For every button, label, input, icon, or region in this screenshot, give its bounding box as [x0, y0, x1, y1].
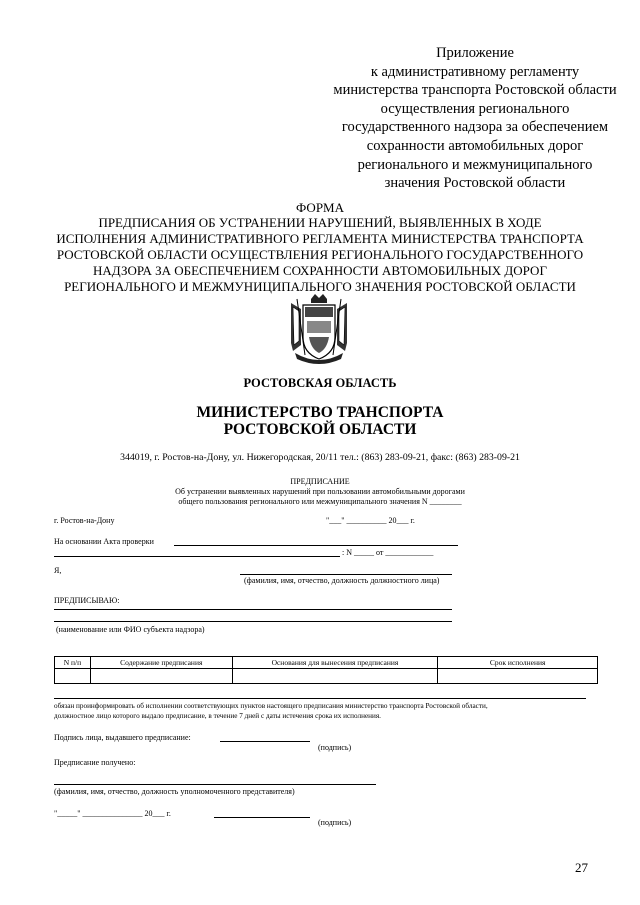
- date-field[interactable]: "___" __________ 20___ г.: [326, 516, 415, 525]
- table-row[interactable]: [55, 669, 598, 684]
- subject-hint: (наименование или ФИО субъекта надзора): [56, 625, 205, 634]
- issuer-signature-line[interactable]: [220, 741, 310, 742]
- prescription-heading: [150, 477, 490, 507]
- form-caption-line: РЕГИОНАЛЬНОГО И МЕЖМУНИЦИПАЛЬНОГО ЗНАЧЕНИЯ РОСТОВСКОЙ ОБЛАСТИ: [64, 279, 576, 294]
- prescription-title: ПРЕДПИСАНИЕ: [290, 477, 350, 486]
- city-label: г. Ростов-на-Дону: [54, 516, 115, 525]
- appendix-line: Приложение: [436, 45, 514, 61]
- prescription-subtitle: Об устранении выявленных нарушений при пользовании автомобильными дорогами: [175, 487, 465, 496]
- page-number: 27: [575, 860, 588, 875]
- prescription-subtitle: общего пользования регионального или межмуниципального значения N ________: [178, 497, 462, 506]
- subject-input-line-2[interactable]: [54, 621, 452, 622]
- table-cell[interactable]: [90, 669, 232, 684]
- official-name-input-line[interactable]: [240, 574, 452, 575]
- obliged-text: должностное лицо которого выдало предписание, в течение 7 дней с даты истечения срока их исполнения.: [54, 712, 381, 720]
- region-title: РОСТОВСКАЯ ОБЛАСТЬ: [243, 376, 397, 390]
- appendix-line: регионального и межмуниципального: [357, 156, 593, 173]
- subject-input-line[interactable]: [54, 609, 452, 610]
- received-date-field[interactable]: "_____" _______________ 20___ г.: [54, 809, 171, 818]
- representative-input-line[interactable]: [54, 784, 376, 785]
- ministry-line: МИНИСТЕРСТВО ТРАНСПОРТА: [196, 404, 444, 421]
- ministry-line: РОСТОВСКОЙ ОБЛАСТИ: [223, 421, 417, 438]
- received-label: Предписание получено:: [54, 758, 136, 767]
- ministry-title: [0, 404, 640, 438]
- receiver-signature-line[interactable]: [214, 817, 310, 818]
- table-header-cell: Основания для вынесения предписания: [232, 657, 438, 669]
- table-header-cell: Содержание предписания: [90, 657, 232, 669]
- basis-label: На основании Акта проверки: [54, 537, 154, 546]
- obliged-text: обязан проинформировать об исполнении соответствующих пунктов настоящего предписания министерство транспорта Ростовской области,: [54, 702, 488, 710]
- issuer-signature-hint: (подпись): [318, 743, 352, 752]
- table-header-cell: N п/п: [55, 657, 91, 669]
- official-name-hint: (фамилия, имя, отчество, должность должностного лица): [244, 576, 440, 585]
- form-caption: [0, 215, 640, 295]
- appendix-line: значения Ростовской области: [384, 175, 566, 192]
- coat-of-arms-icon: [287, 293, 351, 365]
- form-caption-line: ИСПОЛНЕНИЯ АДМИНИСТРАТИВНОГО РЕГЛАМЕНТА МИНИСТЕРСТВА ТРАНСПОРТА: [56, 231, 584, 246]
- form-caption-line: НАДЗОРА ЗА ОБЕСПЕЧЕНИЕМ СОХРАННОСТИ АВТОМОБИЛЬНЫХ ДОРОГ: [93, 263, 547, 278]
- appendix-line: сохранности автомобильных дорог: [366, 137, 584, 154]
- appendix-header: [300, 44, 640, 193]
- form-caption-line: РОСТОВСКОЙ ОБЛАСТИ ОСУЩЕСТВЛЕНИЯ РЕГИОНАЛЬНОГО ГОСУДАРСТВЕННОГО: [56, 247, 584, 262]
- obliged-input-line[interactable]: [54, 698, 586, 699]
- basis-input-line-2[interactable]: [54, 556, 340, 557]
- act-number-field[interactable]: : N _____ от ____________: [342, 548, 434, 557]
- prescribe-label: ПРЕДПИСЫВАЮ:: [54, 596, 120, 605]
- issuer-signature-label: Подпись лица, выдавшего предписание:: [54, 733, 191, 742]
- appendix-line: к административному регламенту: [370, 63, 580, 80]
- appendix-line: государственного надзора за обеспечением: [341, 119, 609, 136]
- form-word: ФОРМА: [296, 200, 344, 215]
- form-caption-line: ПРЕДПИСАНИЯ ОБ УСТРАНЕНИИ НАРУШЕНИЙ, ВЫЯВЛЕННЫХ В ХОДЕ: [98, 215, 542, 230]
- basis-input-line[interactable]: [174, 545, 458, 546]
- appendix-line: осуществления регионального: [380, 100, 570, 117]
- table-header-cell: Срок исполнения: [438, 657, 598, 669]
- i-label: Я,: [54, 566, 62, 575]
- table-cell[interactable]: [438, 669, 598, 684]
- table-cell[interactable]: [55, 669, 91, 684]
- appendix-line: министерства транспорта Ростовской области: [333, 82, 617, 99]
- receiver-signature-hint: (подпись): [318, 818, 352, 827]
- representative-hint: (фамилия, имя, отчество, должность уполномоченного представителя): [54, 787, 295, 796]
- ministry-address: 344019, г. Ростов-на-Дону, ул. Нижегородская, 20/11 тел.: (863) 283-09-21, факс: (863) 283-09-21: [120, 452, 520, 463]
- prescription-table: [54, 656, 598, 684]
- table-header-row: [55, 657, 598, 669]
- table-cell[interactable]: [232, 669, 438, 684]
